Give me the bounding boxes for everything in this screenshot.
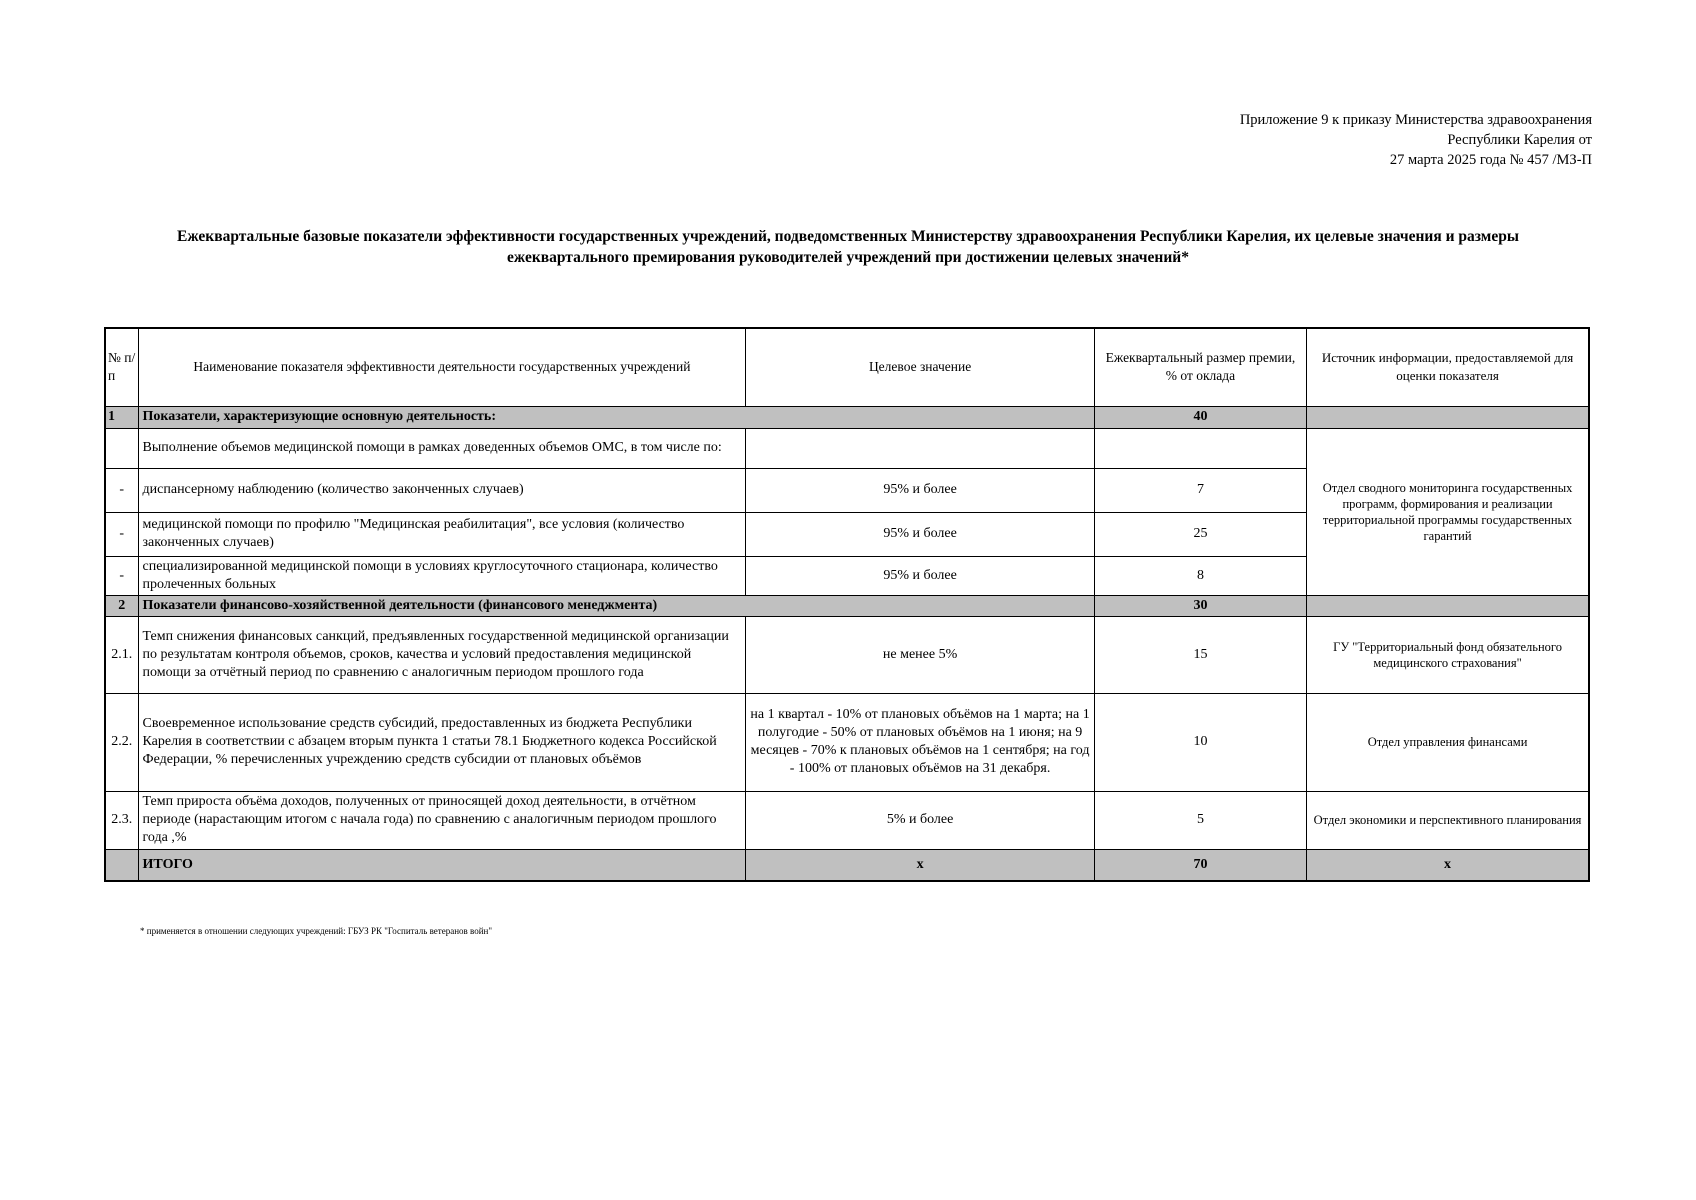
header-bonus: Ежеквартальный размер премии, % от оклада <box>1094 328 1306 406</box>
section-1-bonus: 40 <box>1094 406 1306 428</box>
total-source: х <box>1307 849 1589 881</box>
section-1-num: 1 <box>105 406 138 428</box>
appendix-line-2: Республики Карелия от <box>1447 132 1592 148</box>
row-name: специализированной медицинской помощи в условиях круглосуточного стационара, количество пролеченных больных <box>138 556 746 595</box>
row-source: Отдел экономики и перспективного планирования <box>1307 791 1589 849</box>
intro-num-empty <box>105 428 138 468</box>
row-name: Своевременное использование средств субсидий, предоставленных из бюджета Республики Карелия в соответствии с абзацем вторым пункта 1 статьи 78.1 Бюджетного кодекса Российской Федерации, % перечисленных учреждению средств субсидии от плановых объёмов <box>138 693 746 791</box>
table-header-row <box>105 328 1589 406</box>
section-2-title: Показатели финансово-хозяйственной деятельности (финансового менеджмента) <box>138 595 1094 616</box>
intro-bonus-empty <box>1094 428 1306 468</box>
total-bonus: 70 <box>1094 849 1306 881</box>
row-target: 95% и более <box>746 556 1094 595</box>
row-bonus: 15 <box>1094 616 1306 693</box>
header-target: Целевое значение <box>746 328 1094 406</box>
section-2-row <box>105 595 1589 616</box>
header-source: Источник информации, предоставляемой для оценки показателя <box>1307 328 1589 406</box>
table-row <box>105 616 1589 693</box>
header-name: Наименование показателя эффективности деятельности государственных учреждений <box>138 328 746 406</box>
total-target: х <box>746 849 1094 881</box>
row-bonus: 10 <box>1094 693 1306 791</box>
section-1-source: Отдел сводного мониторинга государственных программ, формирования и реализации территориальной программы государственных гарантий <box>1307 428 1589 595</box>
total-row <box>105 849 1589 881</box>
document-title <box>130 226 1566 268</box>
section-2-num: 2 <box>105 595 138 616</box>
row-name: Темп прироста объёма доходов, полученных от приносящей доход деятельности, в отчётном периоде (нарастающим итогом с начала года) по сравнению с аналогичным периодом прошлого года ,% <box>138 791 746 849</box>
appendix-line-3: 27 марта 2025 года № 457 /МЗ-П <box>1389 152 1592 168</box>
document-title-line-1: Ежеквартальные базовые показатели эффективности государственных учреждений, подведомственных Министерству здравоохранения Республики Карелия, их целевые значения и размеры <box>177 228 1519 245</box>
footnote: * применяется в отношении следующих учреждений: ГБУЗ РК "Госпиталь ветеранов войн" <box>140 926 493 936</box>
section-1-intro-row <box>105 428 1589 468</box>
row-source: ГУ "Территориальный фонд обязательного медицинского страхования" <box>1307 616 1589 693</box>
row-target: 95% и более <box>746 512 1094 556</box>
row-num: - <box>105 468 138 512</box>
row-num: 2.1. <box>105 616 138 693</box>
section-1-row <box>105 406 1589 428</box>
row-num: - <box>105 512 138 556</box>
row-num: - <box>105 556 138 595</box>
row-target: 95% и более <box>746 468 1094 512</box>
table-row <box>105 693 1589 791</box>
row-bonus: 5 <box>1094 791 1306 849</box>
section-2-source-empty <box>1307 595 1589 616</box>
appendix-note <box>1072 110 1592 170</box>
row-num: 2.2. <box>105 693 138 791</box>
row-num: 2.3. <box>105 791 138 849</box>
appendix-line-1: Приложение 9 к приказу Министерства здравоохранения <box>1239 112 1592 128</box>
section-1-title: Показатели, характеризующие основную деятельность: <box>138 406 1094 428</box>
row-source: Отдел управления финансами <box>1307 693 1589 791</box>
intro-name: Выполнение объемов медицинской помощи в рамках доведенных объемов ОМС, в том числе по: <box>138 428 746 468</box>
row-bonus: 25 <box>1094 512 1306 556</box>
section-2-bonus: 30 <box>1094 595 1306 616</box>
total-num-empty <box>105 849 138 881</box>
row-bonus: 7 <box>1094 468 1306 512</box>
intro-target-empty <box>746 428 1094 468</box>
header-num: № п/п <box>105 328 138 406</box>
row-bonus: 8 <box>1094 556 1306 595</box>
indicators-table <box>104 327 1590 882</box>
row-target: не менее 5% <box>746 616 1094 693</box>
total-label: ИТОГО <box>138 849 746 881</box>
table-row <box>105 791 1589 849</box>
row-name: медицинской помощи по профилю "Медицинская реабилитация", все условия (количество законченных случаев) <box>138 512 746 556</box>
row-target: 5% и более <box>746 791 1094 849</box>
row-target: на 1 квартал - 10% от плановых объёмов на 1 марта; на 1 полугодие - 50% от плановых объёмов на 1 июня; на 9 месяцев - 70% к плановых объёмов на 1 сентября; на год - 100% от плановых объёмов на 31 декабря. <box>746 693 1094 791</box>
document-title-line-2: ежеквартального премирования руководителей учреждений при достижении целевых значений* <box>507 249 1189 266</box>
section-1-source-empty <box>1307 406 1589 428</box>
row-name: Темп снижения финансовых санкций, предъявленных государственной медицинской организации по результатам контроля объемов, сроков, качества и условий предоставления медицинской помощи за отчётный период по сравнению с аналогичным периодом прошлого года <box>138 616 746 693</box>
row-name: диспансерному наблюдению (количество законченных случаев) <box>138 468 746 512</box>
